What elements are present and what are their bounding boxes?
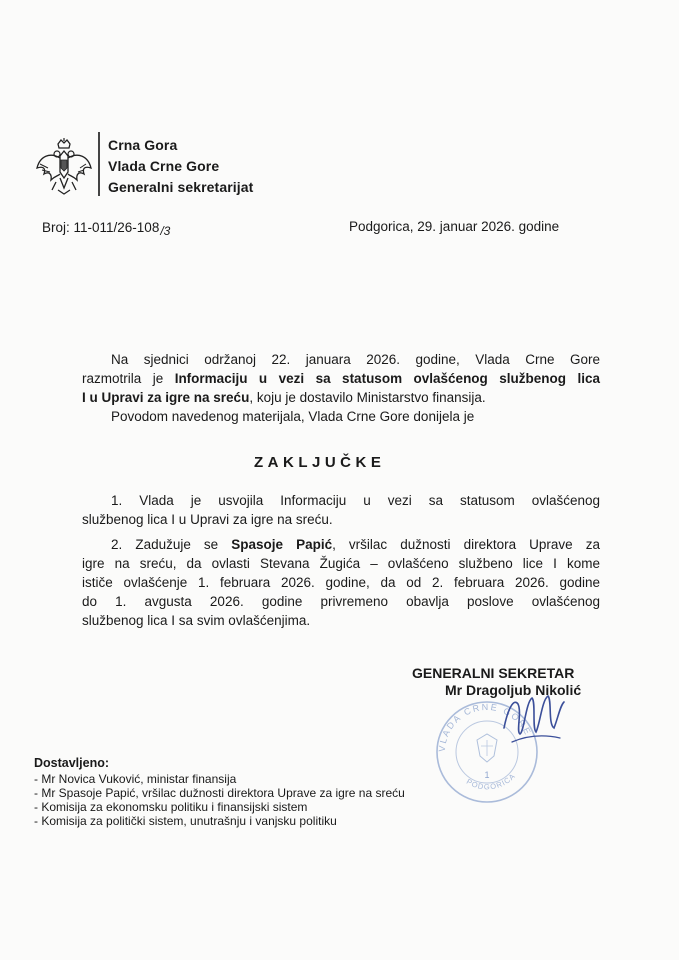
intro-line-3-bold: I u Upravi za igre na sreću [82, 390, 250, 405]
conclusion-2-line-1 [82, 535, 600, 554]
header-divider [98, 132, 100, 196]
conclusion-2-line-5: službenog lica I sa svim ovlašćenjima. [82, 613, 311, 628]
conclusion-1-line-2: službenog lica I u Upravi za igre na sreću. [82, 512, 333, 527]
distribution-item: - Mr Novica Vuković, ministar finansija [34, 772, 237, 786]
conclusion-1-line-1: 1. Vlada je usvojila Informaciju u vezi sa statusom ovlašćenog [111, 493, 600, 508]
stamp-text-top: VLADA CRNE GORE [436, 701, 534, 753]
intro-line-3-text: , koju je dostavilo Ministarstvo finansija. [249, 390, 486, 405]
intro-line-1: Na sjednici održanoj 22. januara 2026. godine, Vlada Crne Gore [111, 352, 600, 367]
distribution-item: - Komisija za ekonomsku politiku i finansijski sistem [34, 800, 308, 814]
signatory-name: Mr Dragoljub Nikolić [445, 682, 582, 698]
reference-number-text: Broj: 11-011/26-108 [42, 220, 160, 235]
coat-of-arms-icon [34, 138, 94, 196]
conclusion-2-pre: 2. Zadužuje se [111, 537, 232, 552]
header-country: Crna Gora [108, 137, 178, 153]
conclusions-heading: ZAKLJUČKE [254, 454, 386, 471]
intro-line-2-bold: Informaciju u vezi sa statusom ovlašćenog službenog lica [174, 371, 600, 386]
conclusion-2-line-4: do 1. avgusta 2026. godine privremeno obavlja poslove ovlašćenog [82, 594, 600, 609]
reference-suffix: /3 [160, 224, 171, 238]
conclusion-2-post: , vršilac dužnosti direktora Uprave za [332, 537, 601, 552]
distribution-heading: Dostavljeno: [34, 756, 110, 770]
stamp-number: 1 [484, 770, 490, 780]
header-office: Generalni sekretarijat [108, 179, 254, 195]
place-and-date: Podgorica, 29. januar 2026. godine [349, 219, 560, 234]
intro-line-2 [82, 369, 600, 388]
reference-number [42, 220, 171, 238]
distribution-item: - Komisija za politički sistem, unutrašnju i vanjsku politiku [34, 814, 337, 828]
intro-line-4: Povodom navedenog materijala, Vlada Crne Gore donijela je [111, 409, 475, 424]
signatory-title: GENERALNI SEKRETAR [412, 665, 575, 681]
header-government: Vlada Crne Gore [108, 158, 220, 174]
conclusion-2-line-3: ističe ovlašćenje 1. februara 2026. godine, da od 2. februara 2026. godine [82, 575, 600, 590]
intro-line-3 [82, 388, 600, 407]
intro-line-2-text: razmotrila je [82, 371, 175, 386]
conclusion-2-bold: Spasoje Papić [231, 537, 333, 552]
distribution-item: - Mr Spasoje Papić, vršilac dužnosti direktora Uprave za igre na sreću [34, 786, 405, 800]
conclusion-2-line-2: igre na sreću, da ovlasti Stevana Žugića – ovlašćeno službeno lice I kome [82, 556, 600, 571]
stamp-text-city: PODGORICA [464, 771, 518, 792]
